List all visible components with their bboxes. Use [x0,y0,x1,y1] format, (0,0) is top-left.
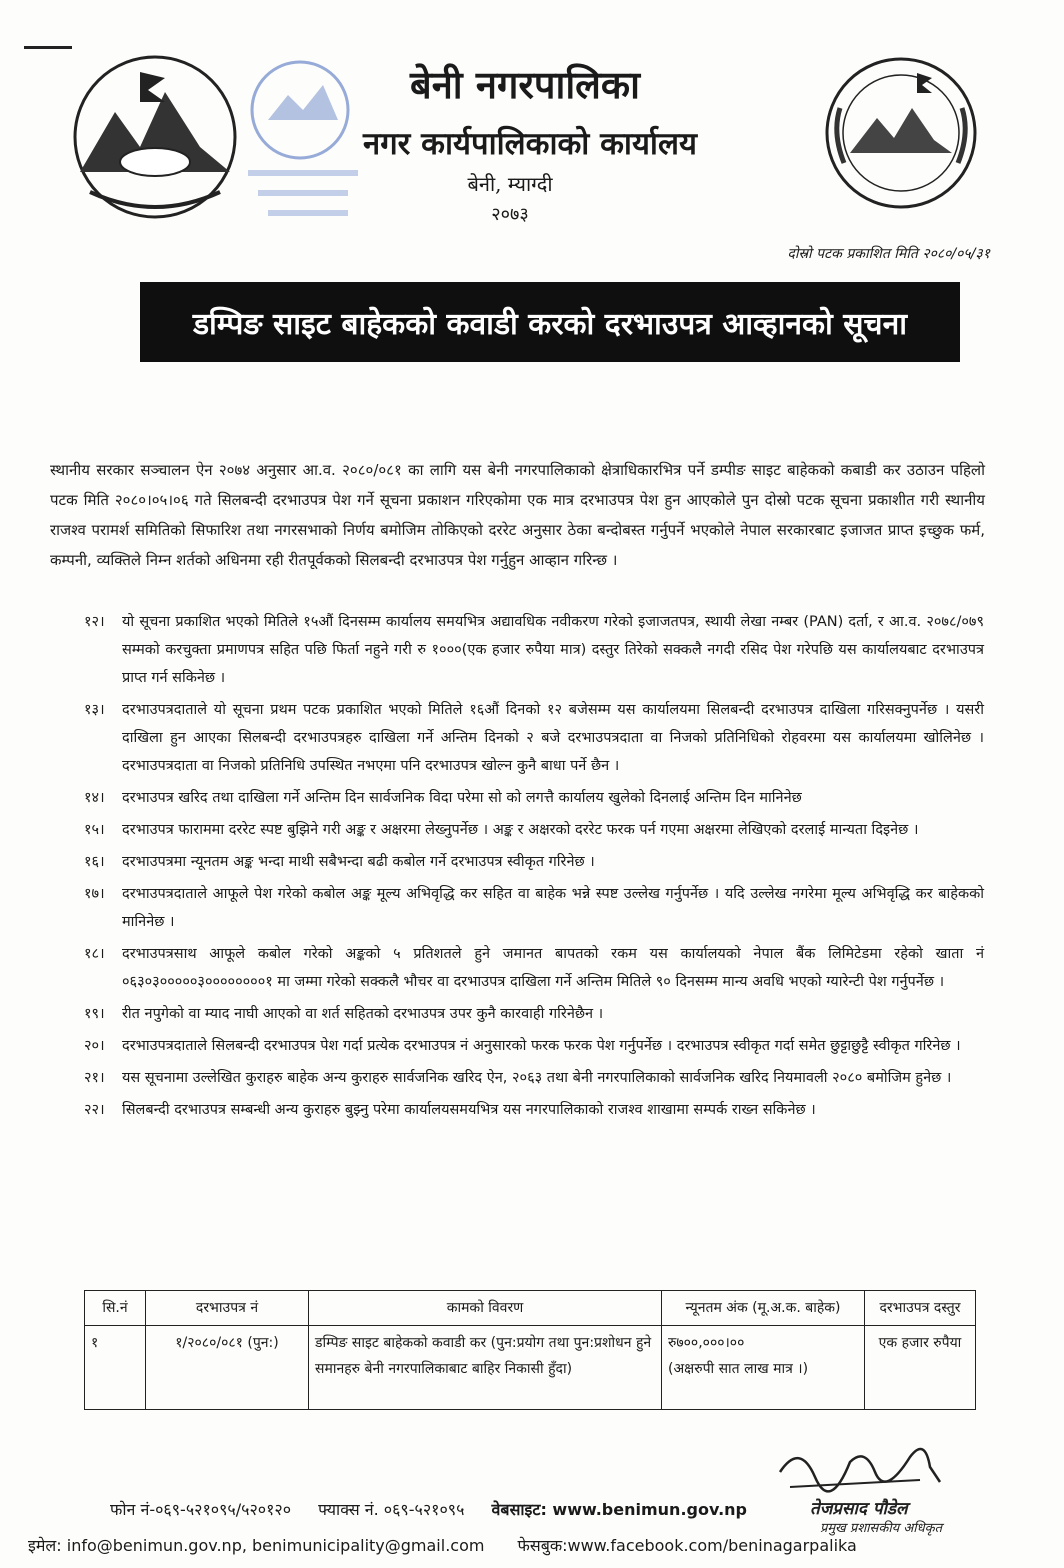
bid-table [84,1290,976,1410]
table-row [85,1326,976,1410]
municipality-seal-logo [822,48,980,218]
clause-item: १७। दरभाउपत्रदाताले आफूले पेश गरेको कबोल अङ्क मूल्य अभिवृद्धि कर सहित वा बाहेक भन्ने स्पष्ट उल्लेख गर्नुपर्नेछ । यदि उल्लेख नगरेमा मूल्य अभिवृद्धि कर बाहेकको मानिनेछ । [84,886,984,930]
min-amount-words: (अक्षरुपी सात लाख मात्र ।) [668,1361,809,1377]
footer-email[interactable]: इमेल: info@benimun.gov.np, benimunicipality@gmail.com [28,1536,485,1555]
office-name: नगर कार्यपालिकाको कार्यालय [363,126,697,162]
clause-list [84,608,984,1128]
intro-paragraph: स्थानीय सरकार सञ्चालन ऐन २०७४ अनुसार आ.व. २०८०/०८१ का लागि यस बेनी नगरपालिकाको क्षेत्राधिकारभित्र पर्ने डम्पीङ साइट बाहेकको कबाडी कर उठाउन पहिलो पटक मिति २०८०।०५।०६ गते सिलबन्दी दरभाउपत्र पेश गर्ने सूचना प्रकाशन गरिएकोमा एक मात्र दरभाउपत्र पेश हुन आएकोले पुन दोस्रो पटक सूचना प्रकाशीत गरी स्थानीय राजश्व परामर्श समितिको सिफारिश तथा नगरसभाको निर्णय बमोजिम तोकिएको दररेट अनुसार ठेका बन्दोबस्त गर्नुपर्ने भएकोले नेपाल सरकारबाट इजाजत प्राप्त इच्छुक फर्म, कम्पनी, व्यक्तिले निम्न शर्तको अधिनमा रही रीतपूर्वकको सिलबन्दी दरभाउपत्र पेश गर्नुहुन आव्हान गरिन्छ । [50,461,985,569]
office-location: बेनी, म्याग्दी [467,172,553,196]
signatory-name: तेजप्रसाद पौडेल [810,1499,908,1519]
clause-item: १६। दरभाउपत्रमा न्यूनतम अङ्क भन्दा माथी सबैभन्दा बढी कबोल गर्ने दरभाउपत्र स्वीकृत गरिनेछ । [84,854,595,870]
notice-title: डम्पिङ साइट बाहेकको कवाडी करको दरभाउपत्र आव्हानको सूचना [140,282,960,362]
col-bid-number: दरभाउपत्र नं [146,1291,309,1326]
col-description: कामको विवरण [309,1291,662,1326]
cell-fee: एक हजार रुपैया [865,1326,976,1410]
clause-item: १२। यो सूचना प्रकाशित भएको मितिले १५औं दिनसम्म कार्यालय समयभित्र अद्यावधिक नवीकरण गरेको इजाजतपत्र, स्थायी लेखा नम्बर (PAN) दर्ता, र आ.व. २०७८/०७९ सम्मको करचुक्ता प्रमाणपत्र सहित पछि फिर्ता नहुने गरी रु १०००(एक हजार रुपैया मात्र) दस्तुर तिरेको सक्कलै नगदी रसिद पेश गरेपछि यस कार्यालयबाट दरभाउपत्र प्राप्त गर्न सकिनेछ । [84,614,984,686]
clause-item: १३। दरभाउपत्रदाताले यो सूचना प्रथम पटक प्रकाशित भएको मितिले १६औं दिनको १२ बजेसम्म यस कार्यालयमा सिलबन्दी दरभाउपत्र दाखिला गरिसक्नुपर्नेछ । यसरी दाखिला हुन आएका सिलबन्दी दरभाउपत्रहरु दाखिला गर्ने अन्तिम दिनको २ बजे दरभाउपत्रदाता वा निजको प्रतिनिधिको रोहवरमा यस कार्यालयमा खोलिनेछ । दरभाउपत्रदाता वा निजको प्रतिनिधि उपस्थित नभएमा पनि दरभाउपत्र खोल्न कुनै बाधा पर्ने छैन । [84,702,984,774]
clause-item: २२। सिलबन्दी दरभाउपत्र सम्बन्धी अन्य कुराहरु बुझ्नु परेमा कार्यालयसमयभित्र यस नगरपालिकाको राजश्व शाखामा सम्पर्क राख्न सकिनेछ । [84,1102,816,1118]
col-fee: दरभाउपत्र दस्तुर [865,1291,976,1326]
cell-bid-number: १/२०८०/०८१ (पुन:) [146,1326,309,1410]
col-min-amount: न्यूनतम अंक (मू.अ.क. बाहेक) [662,1291,865,1326]
clause-item: १९। रीत नपुगेको वा म्याद नाघी आएको वा शर्त सहितको दरभाउपत्र उपर कुनै कारवाही गरिनेछैन । [84,1006,604,1022]
pen-mark [24,46,72,49]
republish-date: दोस्रो पटक प्रकाशित मिति २०८०/०५/३१ [787,246,990,262]
col-serial: सि.नं [85,1291,146,1326]
handwritten-signature [770,1432,950,1502]
footer-phone: फोन नं-०६९-५२१०९५/५२०१२० [110,1500,292,1519]
footer-fax: फ्याक्स नं. ०६९-५२१०९५ [318,1500,465,1519]
footer-online-line [28,1534,1038,1556]
cell-serial: १ [85,1326,146,1410]
table-header-row [85,1291,976,1326]
clause-item: २०। दरभाउपत्रदाताले सिलबन्दी दरभाउपत्र पेश गर्दा प्रत्येक दरभाउपत्र नं अनुसारको फरक फरक पेश गर्नुपर्नेछ । दरभाउपत्र स्वीकृत गर्दा समेत छुट्टाछुट्टै स्वीकृत गरिनेछ । [84,1038,961,1054]
footer-website[interactable]: वेबसाइट: www.benimun.gov.np [491,1500,748,1519]
clause-item: १४। दरभाउपत्र खरिद तथा दाखिला गर्ने अन्तिम दिन सार्वजनिक विदा परेमा सो को लगत्तै कार्यालय खुलेको दिनलाई अन्तिम दिन मानिनेछ [84,790,802,806]
nepal-emblem-logo [70,52,240,222]
established-year: २०७३ [491,204,529,225]
clause-item: २१। यस सूचनामा उल्लेखित कुराहरु बाहेक अन्य कुराहरु सार्वजनिक खरिद ऐन, २०६३ तथा बेनी नगरपालिकाको सार्वजनिक खरिद नियमावली २०८० बमोजिम हुनेछ । [84,1070,952,1086]
cell-min-amount [662,1326,865,1410]
footer-facebook[interactable]: फेसबुक:www.facebook.com/beninagarpalika [517,1536,857,1555]
org-name: बेनी नगरपालिका [410,62,640,107]
clause-item: १५। दरभाउपत्र फाराममा दररेट स्पष्ट बुझिने गरी अङ्क र अक्षरमा लेख्नुपर्नेछ । अङ्क र अक्षरको दररेट फरक पर्न गएमा अक्षरमा लेखिएको दरलाई मान्यता दिइनेछ । [84,822,919,838]
signatory-title: प्रमुख प्रशासकीय अधिकृत [820,1521,943,1536]
clause-item: १८। दरभाउपत्रसाथ आफूले कबोल गरेको अङ्कको ५ प्रतिशतले हुने जमानत बापतको रकम यस कार्यालयको नेपाल बैंक लिमिटेडमा रहेको खाता नं ०६३०३०००००३००००००००१ मा जम्मा गरेको सक्कलै भौचर वा दरभाउपत्र दाखिला गर्ने अन्तिम मितिले ९० दिनसम्म मान्य अवधि भएको ग्यारेन्टी पेश गर्नुपर्नेछ । [84,946,984,990]
cell-description: डम्पिङ साइट बाहेकको कवाडी कर (पुन:प्रयोग तथा पुन:प्रशोधन हुने समानहरु बेनी नगरपालिकाबाट बाहिर निकासी हुँदा) [309,1326,662,1410]
min-amount-figure: रु७००,०००।०० [668,1335,745,1351]
